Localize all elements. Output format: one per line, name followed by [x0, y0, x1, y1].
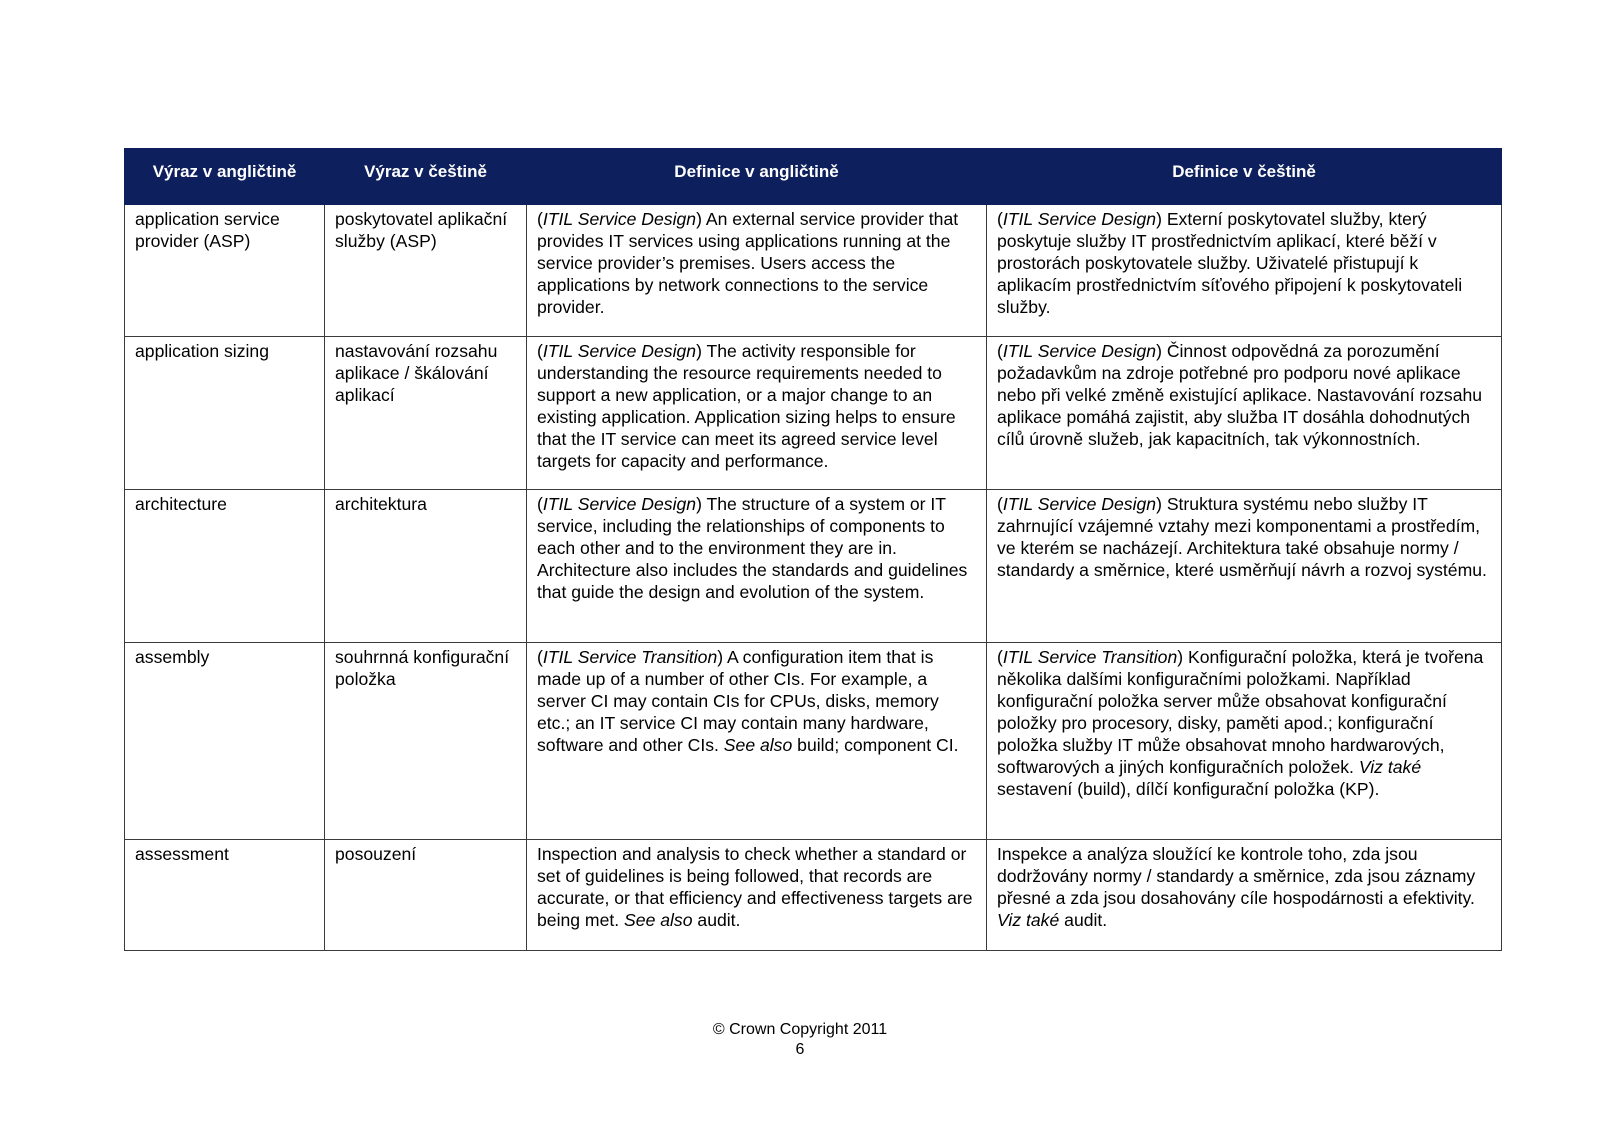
source-book: ITIL Service Design: [542, 209, 697, 229]
definition-text: Struktura systému nebo služby IT zahrnující vzájemné vztahy mezi komponentami a prostředím, ve kterém se nacházejí. Architektura také obsahuje normy / standardy a směrnice, které usměrňují návrh a rozvoj systému.: [997, 494, 1487, 580]
see-also-text: audit.: [697, 910, 741, 930]
definition-en-cell: (ITIL Service Design) The structure of a system or IT service, including the relationships of components to each other and to the environment they are in. Architecture also includes the standards and guidelines that guide the design and evolution of the system.: [527, 490, 987, 643]
definition-cs-cell: (ITIL Service Design) Struktura systému nebo služby IT zahrnující vzájemné vztahy mezi komponentami a prostředím, ve kterém se nacházejí. Architektura také obsahuje normy / standardy a směrnice, které usměrňují návrh a rozvoj systému.: [987, 490, 1502, 643]
source-book: ITIL Service Design: [1002, 341, 1157, 361]
term-en-cell: assembly: [125, 643, 325, 840]
definition-en-cell: (ITIL Service Design) The activity responsible for understanding the resource requirements needed to support a new application, or a major change to an existing application. Application sizing helps to ensure that the IT service can meet its agreed service level targets for capacity and performance.: [527, 337, 987, 490]
definition-text: The activity responsible for understanding the resource requirements needed to support a new application, or a major change to an existing application. Application sizing helps to ensure that the IT service can meet its agreed service level targets for capacity and performance.: [537, 341, 956, 471]
definition-en-cell: (ITIL Service Design) An external service provider that provides IT services using applications running at the service provider’s premises. Users access the applications by network connections to the service provider.: [527, 205, 987, 337]
definition-cs-cell: (ITIL Service Transition) Konfigurační položka, která je tvořena několika dalšími konfiguračními položkami. Například konfigurační položka server může obsahovat konfigurační položky pro procesory, disky, paměti apod.; konfigurační položka služby IT může obsahovat mnoho hardwarových, softwarových a jiných konfiguračních položek. Viz také sestavení (build), dílčí konfigurační položka (KP).: [987, 643, 1502, 840]
definition-text: Externí poskytovatel služby, který poskytuje služby IT prostřednictvím aplikací, které běží v prostorách poskytovatele služby. Uživatelé přistupují k aplikacím prostřednictvím síťového připojení k poskytovateli služby.: [997, 209, 1463, 317]
term-en-cell: application sizing: [125, 337, 325, 490]
definition-cs-cell: (ITIL Service Design) Externí poskytovatel služby, který poskytuje služby IT prostřednictvím aplikací, které běží v prostorách poskytovatele služby. Uživatelé přistupují k aplikacím prostřednictvím síťového připojení k poskytovateli služby.: [987, 205, 1502, 337]
definition-text: The structure of a system or IT service, including the relationships of components to each other and to the environment they are in. Architecture also includes the standards and guidelines that guide the design and evolution of the system.: [537, 494, 968, 602]
definition-text: Inspection and analysis to check whether a standard or set of guidelines is being followed, that records are accurate, or that efficiency and effectiveness targets are being met.: [537, 844, 973, 930]
table-row: [125, 840, 1502, 951]
see-also-label: See also: [624, 910, 693, 930]
definition-text: An external service provider that provides IT services using applications running at the service provider’s premises. Users access the applications by network connections to the service provider.: [537, 209, 959, 317]
term-cs-cell: poskytovatel aplikační služby (ASP): [325, 205, 527, 337]
header-definition-cs: Definice v češtině: [987, 149, 1502, 205]
definition-text: Konfigurační položka, která je tvořena několika dalšími konfiguračními položkami. Například konfigurační položka server může obsahovat konfigurační položky pro procesory, disky, paměti apod.; konfigurační položka služby IT může obsahovat mnoho hardwarových, softwarových a jiných konfiguračních položek.: [997, 647, 1484, 777]
definition-text: Činnost odpovědná za porozumění požadavkům na zdroje potřebné pro podporu nové aplikace nebo při velké změně existující aplikace. Nastavování rozsahu aplikace pomáhá zajistit, aby služba IT dosáhla dohodnutých cílů úrovně služeb, jak kapacitních, tak výkonnostních.: [997, 341, 1483, 449]
term-en-cell: application service provider (ASP): [125, 205, 325, 337]
term-cs-cell: posouzení: [325, 840, 527, 951]
table-row: [125, 643, 1502, 840]
see-also-label: Viz také: [1358, 757, 1422, 777]
source-book: ITIL Service Design: [542, 494, 697, 514]
source-book: ITIL Service Transition: [1002, 647, 1178, 667]
table-header-row: [125, 149, 1502, 205]
definition-cs-cell: (ITIL Service Design) Činnost odpovědná za porozumění požadavkům na zdroje potřebné pro podporu nové aplikace nebo při velké změně existující aplikace. Nastavování rozsahu aplikace pomáhá zajistit, aby služba IT dosáhla dohodnutých cílů úrovně služeb, jak kapacitních, tak výkonnostních.: [987, 337, 1502, 490]
see-also-label: See also: [723, 735, 793, 755]
see-also-label: Viz také: [997, 910, 1060, 930]
header-definition-en: Definice v angličtině: [527, 149, 987, 205]
source-book: ITIL Service Design: [1002, 494, 1157, 514]
source-book: ITIL Service Design: [1002, 209, 1157, 229]
definition-text: A configuration item that is made up of a number of other CIs. For example, a server CI may contain CIs for CPUs, disks, memory etc.; an IT service CI may contain many hardware, software and other CIs.: [537, 647, 939, 755]
term-cs-cell: nastavování rozsahu aplikace / škálování aplikací: [325, 337, 527, 490]
see-also-text: audit.: [1064, 910, 1108, 930]
header-term-en: Výraz v angličtině: [125, 149, 325, 205]
definition-en-cell: [527, 840, 987, 951]
definition-en-cell: (ITIL Service Transition) A configuration item that is made up of a number of other CIs. For example, a server CI may contain CIs for CPUs, disks, memory etc.; an IT service CI may contain many hardware, software and other CIs. See also build; component CI.: [527, 643, 987, 840]
page-number: 6: [795, 1041, 805, 1058]
term-en-cell: architecture: [125, 490, 325, 643]
table-row: [125, 205, 1502, 337]
see-also-text: build; component CI.: [797, 735, 959, 755]
table-row: [125, 490, 1502, 643]
table-row: [125, 337, 1502, 490]
glossary-table: [124, 148, 1502, 951]
source-book: ITIL Service Design: [542, 341, 697, 361]
term-cs-cell: souhrnná konfigurační položka: [325, 643, 527, 840]
definition-text: Inspekce a analýza sloužící ke kontrole toho, zda jsou dodržovány normy / standardy a směrnice, zda jsou záznamy přesné a zda jsou dosahovány cíle hospodárnosti a efektivity.: [997, 844, 1476, 908]
see-also-text: sestavení (build), dílčí konfigurační položka (KP).: [997, 779, 1380, 799]
term-en-cell: assessment: [125, 840, 325, 951]
term-cs-cell: architektura: [325, 490, 527, 643]
copyright-notice: © Crown Copyright 2011: [712, 1021, 888, 1038]
definition-cs-cell: [987, 840, 1502, 951]
source-book: ITIL Service Transition: [542, 647, 718, 667]
header-term-cs: Výraz v češtině: [325, 149, 527, 205]
